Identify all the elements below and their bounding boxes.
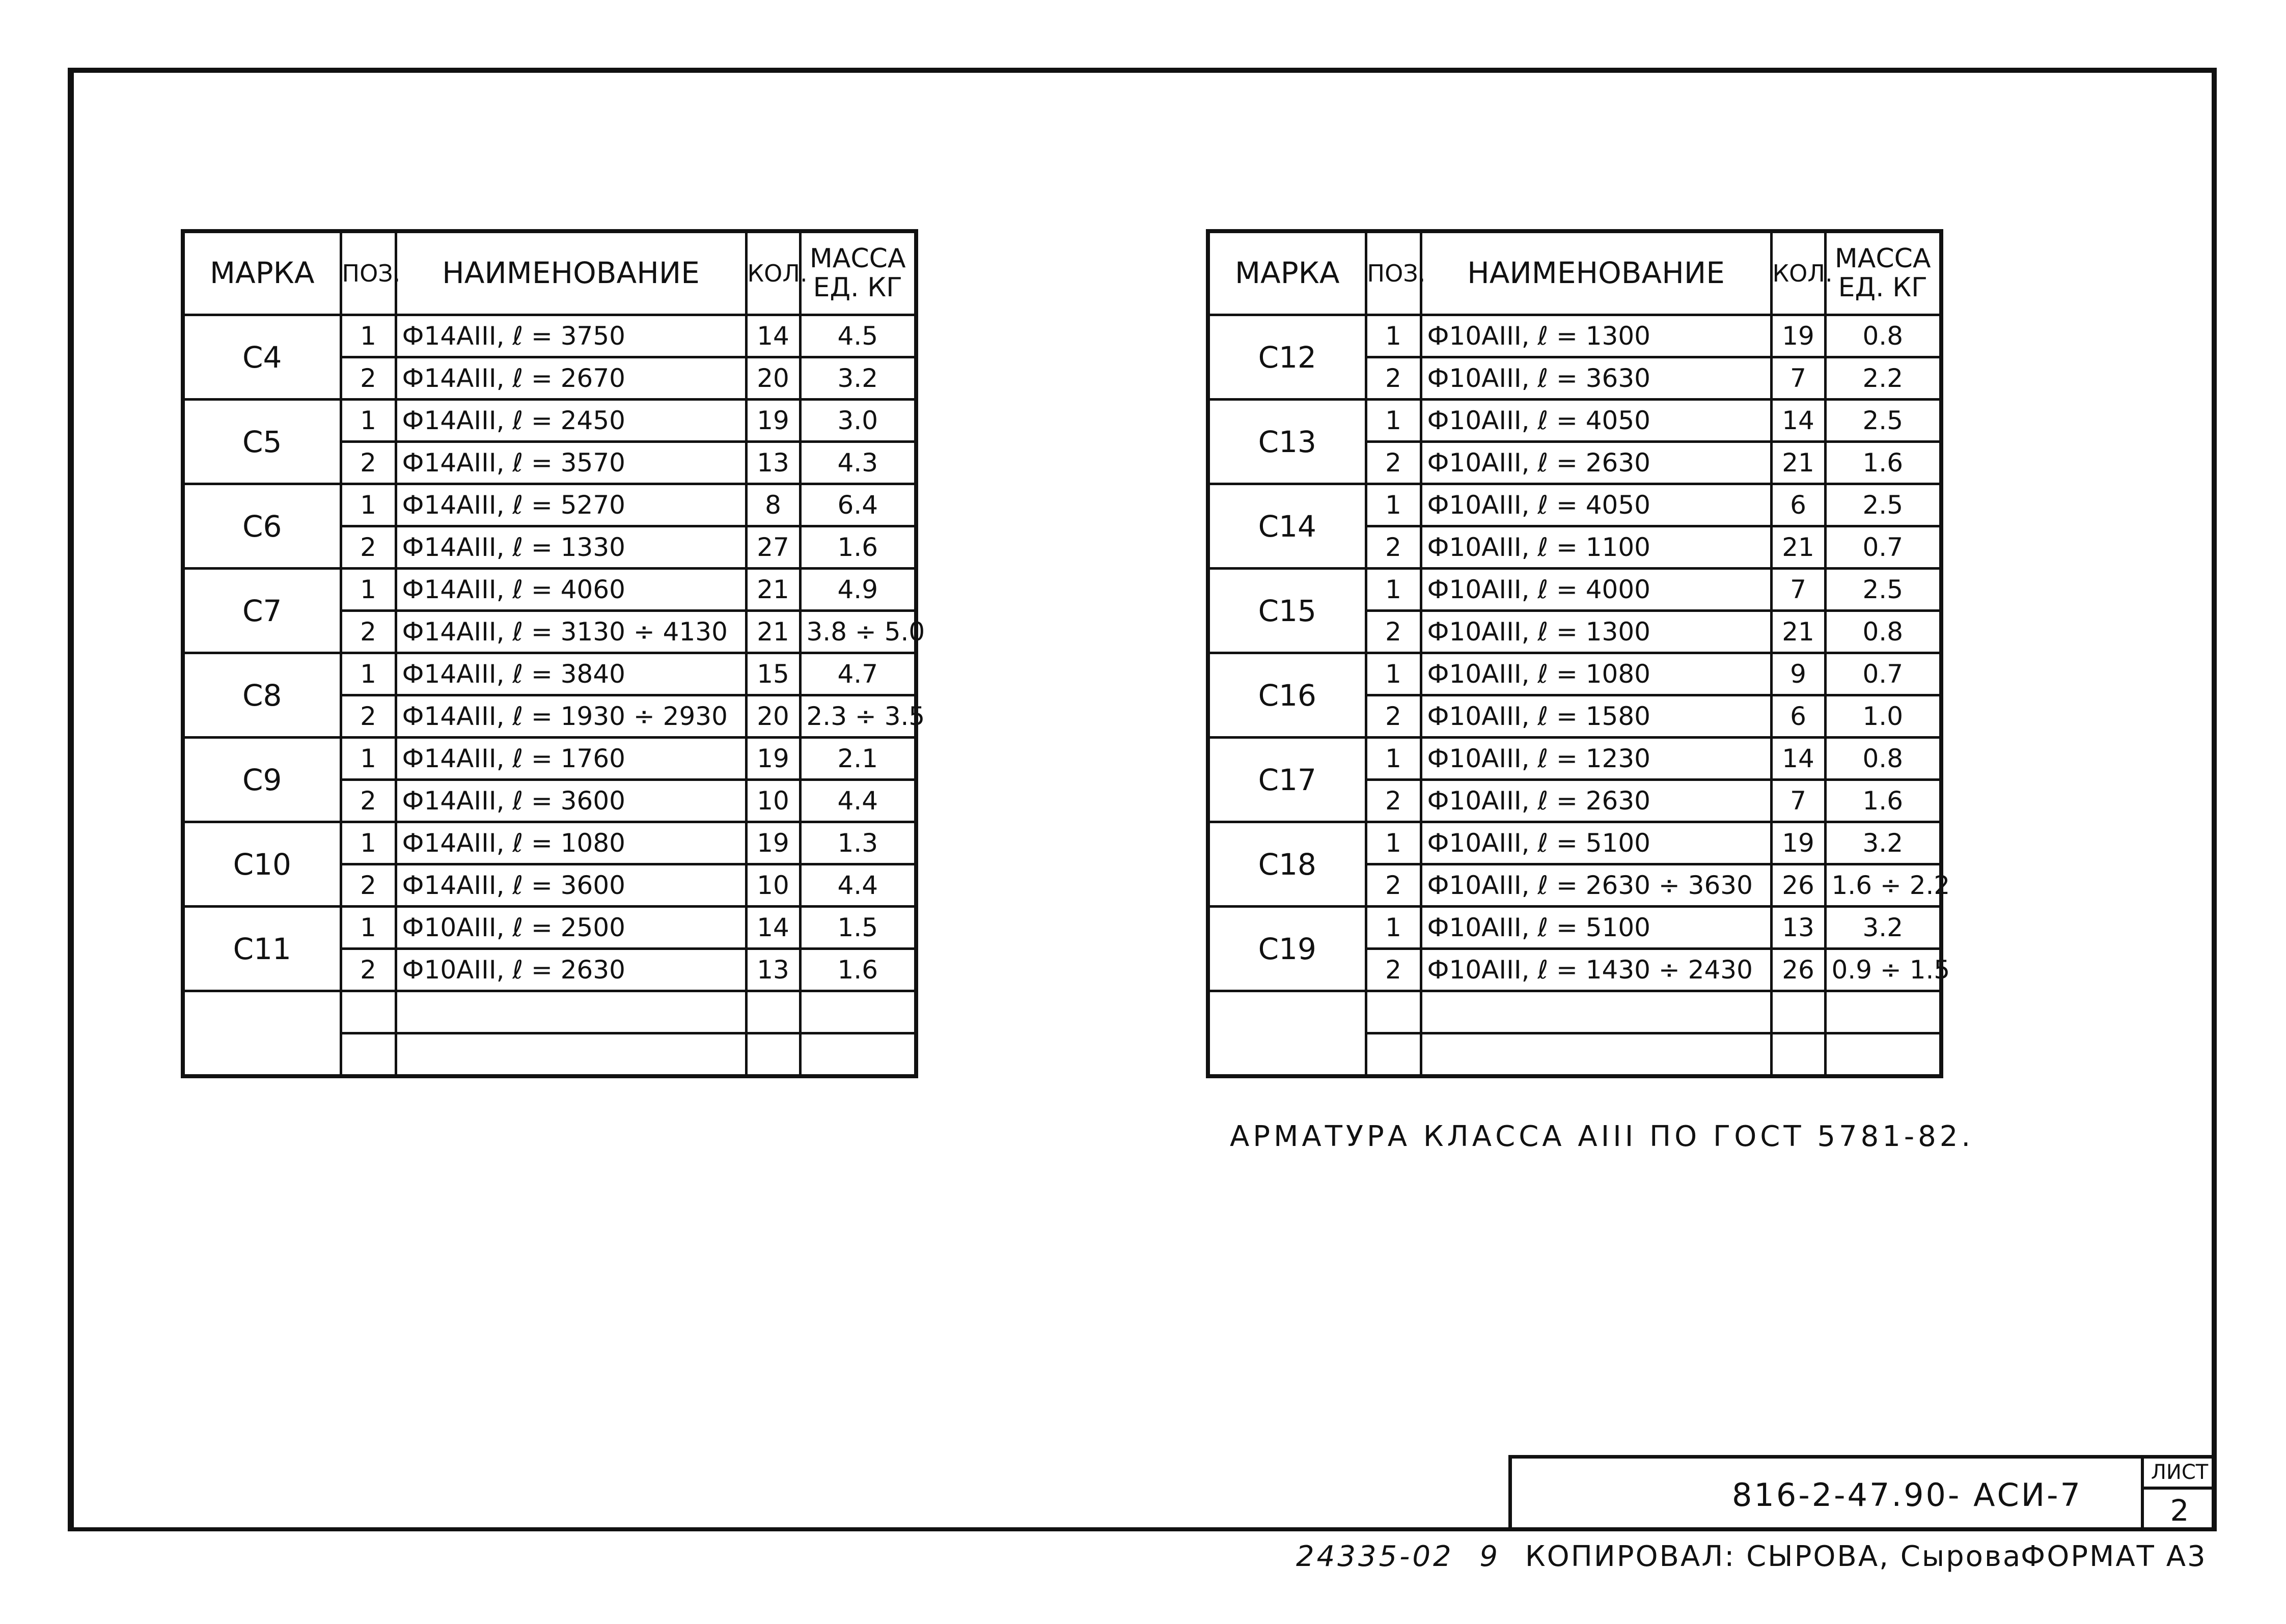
copied-by: КОПИРОВАЛ: СЫРОВА, Сырова xyxy=(1525,1540,2022,1573)
mass-cell: 3.2 xyxy=(800,357,916,400)
qty-cell: 8 xyxy=(746,484,800,526)
table-row xyxy=(183,315,916,357)
sheet-number: 2 xyxy=(2170,1493,2189,1528)
pos-cell: 1 xyxy=(1366,315,1421,357)
empty-mark-cell xyxy=(1208,991,1366,1077)
empty-pos-cell xyxy=(1366,1033,1421,1077)
qty-cell: 7 xyxy=(1771,780,1825,822)
empty-pos-cell xyxy=(1366,991,1421,1033)
qty-cell: 21 xyxy=(1771,526,1825,569)
mass-cell: 0.7 xyxy=(1825,526,1941,569)
table-row xyxy=(1208,484,1941,526)
table-row xyxy=(183,738,916,780)
mark-cell: С10 xyxy=(183,822,341,907)
empty-name-cell xyxy=(396,1033,746,1077)
qty-cell: 9 xyxy=(1771,653,1825,695)
qty-cell: 26 xyxy=(1771,864,1825,907)
qty-cell: 19 xyxy=(746,822,800,864)
mark-cell: С7 xyxy=(183,569,341,653)
pos-cell: 2 xyxy=(341,442,396,484)
pos-cell: 2 xyxy=(1366,864,1421,907)
name-cell: Ф10АIII, ℓ = 4000 xyxy=(1421,569,1771,611)
pos-cell: 1 xyxy=(1366,400,1421,442)
qty-cell: 10 xyxy=(746,780,800,822)
header-mark: МАРКА xyxy=(183,231,341,315)
name-cell: Ф10АIII, ℓ = 1580 xyxy=(1421,695,1771,738)
name-cell: Ф14АIII, ℓ = 2670 xyxy=(396,357,746,400)
pos-cell: 2 xyxy=(341,526,396,569)
qty-cell: 21 xyxy=(746,611,800,653)
table-header-row xyxy=(1208,231,1941,315)
empty-mass-cell xyxy=(800,991,916,1033)
name-cell: Ф14АIII, ℓ = 5270 xyxy=(396,484,746,526)
qty-cell: 20 xyxy=(746,357,800,400)
table-row xyxy=(183,569,916,611)
mass-cell: 3.2 xyxy=(1825,907,1941,949)
empty-name-cell xyxy=(1421,1033,1771,1077)
mark-cell: С9 xyxy=(183,738,341,822)
pos-cell: 1 xyxy=(341,738,396,780)
qty-cell: 14 xyxy=(746,907,800,949)
name-cell: Ф10АIII, ℓ = 4050 xyxy=(1421,484,1771,526)
mass-cell: 0.9 ÷ 1.5 xyxy=(1825,949,1941,991)
mass-cell: 3.0 xyxy=(800,400,916,442)
spec-table-right-body xyxy=(1208,315,1950,1077)
pos-cell: 1 xyxy=(341,400,396,442)
name-cell: Ф14АIII, ℓ = 1080 xyxy=(396,822,746,864)
mass-cell: 0.8 xyxy=(1825,611,1941,653)
header-pos: ПОЗ. xyxy=(341,231,396,315)
mark-cell: С12 xyxy=(1208,315,1366,400)
mass-cell: 2.5 xyxy=(1825,569,1941,611)
empty-pos-cell xyxy=(341,1033,396,1077)
mass-cell: 1.5 xyxy=(800,907,916,949)
header-qty: КОЛ. xyxy=(1771,231,1825,315)
mass-cell: 1.6 xyxy=(800,949,916,991)
mass-cell: 0.8 xyxy=(1825,315,1941,357)
pos-cell: 1 xyxy=(341,315,396,357)
name-cell: Ф14АIII, ℓ = 3600 xyxy=(396,864,746,907)
qty-cell: 14 xyxy=(746,315,800,357)
pos-cell: 1 xyxy=(341,822,396,864)
mark-cell: С17 xyxy=(1208,738,1366,822)
mass-cell: 1.3 xyxy=(800,822,916,864)
table-row xyxy=(1208,738,1941,780)
empty-name-cell xyxy=(396,991,746,1033)
mass-cell: 4.5 xyxy=(800,315,916,357)
empty-row xyxy=(183,991,916,1033)
name-cell: Ф10АIII, ℓ = 1300 xyxy=(1421,315,1771,357)
header-mass: МАССА ЕД. КГ xyxy=(800,231,916,315)
empty-mass-cell xyxy=(800,1033,916,1077)
pos-cell: 2 xyxy=(341,949,396,991)
pos-cell: 1 xyxy=(341,569,396,611)
table-row xyxy=(1208,653,1941,695)
mass-cell: 0.7 xyxy=(1825,653,1941,695)
qty-cell: 27 xyxy=(746,526,800,569)
pos-cell: 2 xyxy=(1366,442,1421,484)
qty-cell: 19 xyxy=(1771,315,1825,357)
pos-cell: 1 xyxy=(1366,653,1421,695)
table-header-row xyxy=(183,231,916,315)
qty-cell: 21 xyxy=(1771,442,1825,484)
table-row xyxy=(1208,822,1941,864)
mass-cell: 2.3 ÷ 3.5 xyxy=(800,695,916,738)
pos-cell: 2 xyxy=(1366,949,1421,991)
document-number: 24335-02 xyxy=(1296,1540,1454,1573)
pos-cell: 2 xyxy=(341,357,396,400)
mass-cell: 3.8 ÷ 5.0 xyxy=(800,611,916,653)
empty-mark-cell xyxy=(183,991,341,1077)
qty-cell: 6 xyxy=(1771,484,1825,526)
name-cell: Ф14АIII, ℓ = 1930 ÷ 2930 xyxy=(396,695,746,738)
mark-cell: С15 xyxy=(1208,569,1366,653)
mark-cell: С16 xyxy=(1208,653,1366,738)
sheet-label: ЛИСТ xyxy=(2144,1459,2215,1490)
steel-class-note: АРМАТУРА КЛАССА АIII ПО ГОСТ 5781-82. xyxy=(1230,1120,1974,1153)
table-row xyxy=(183,400,916,442)
table-row xyxy=(183,653,916,695)
spec-table-right xyxy=(1206,229,1950,1078)
pos-cell: 2 xyxy=(1366,611,1421,653)
mass-cell: 1.6 xyxy=(1825,780,1941,822)
empty-mass-cell xyxy=(1825,991,1941,1033)
mark-cell: С8 xyxy=(183,653,341,738)
qty-cell: 19 xyxy=(1771,822,1825,864)
mass-cell: 2.5 xyxy=(1825,484,1941,526)
name-cell: Ф14АIII, ℓ = 3600 xyxy=(396,780,746,822)
qty-cell: 19 xyxy=(746,400,800,442)
header-name: НАИМЕНОВАНИЕ xyxy=(1421,231,1771,315)
name-cell: Ф10АIII, ℓ = 5100 xyxy=(1421,907,1771,949)
mass-cell: 2.1 xyxy=(800,738,916,780)
header-name: НАИМЕНОВАНИЕ xyxy=(396,231,746,315)
pos-cell: 1 xyxy=(1366,484,1421,526)
mark-cell: С13 xyxy=(1208,400,1366,484)
mass-cell: 1.6 xyxy=(1825,442,1941,484)
name-cell: Ф10АIII, ℓ = 2630 ÷ 3630 xyxy=(1421,864,1771,907)
name-cell: Ф10АIII, ℓ = 2630 xyxy=(1421,780,1771,822)
name-cell: Ф10АIII, ℓ = 2500 xyxy=(396,907,746,949)
pos-cell: 1 xyxy=(1366,907,1421,949)
qty-cell: 10 xyxy=(746,864,800,907)
qty-cell: 14 xyxy=(1771,400,1825,442)
empty-qty-cell xyxy=(746,991,800,1033)
mark-cell: С6 xyxy=(183,484,341,569)
pos-cell: 2 xyxy=(341,611,396,653)
mass-cell: 4.4 xyxy=(800,780,916,822)
name-cell: Ф10АIII, ℓ = 5100 xyxy=(1421,822,1771,864)
mass-cell: 4.9 xyxy=(800,569,916,611)
spec-table-left-body xyxy=(183,315,925,1077)
header-mass: МАССА ЕД. КГ xyxy=(1825,231,1941,315)
empty-name-cell xyxy=(1421,991,1771,1033)
name-cell: Ф10АIII, ℓ = 1100 xyxy=(1421,526,1771,569)
empty-qty-cell xyxy=(1771,1033,1825,1077)
name-cell: Ф14АIII, ℓ = 1330 xyxy=(396,526,746,569)
empty-row xyxy=(1208,991,1941,1033)
mass-cell: 1.6 xyxy=(800,526,916,569)
table-row xyxy=(1208,315,1941,357)
name-cell: Ф10АIII, ℓ = 1430 ÷ 2430 xyxy=(1421,949,1771,991)
name-cell: Ф14АIII, ℓ = 3130 ÷ 4130 xyxy=(396,611,746,653)
qty-cell: 26 xyxy=(1771,949,1825,991)
header-qty: КОЛ. xyxy=(746,231,800,315)
mark-cell: С4 xyxy=(183,315,341,400)
pos-cell: 2 xyxy=(341,864,396,907)
sheet-format: ФОРМАТ А3 xyxy=(2021,1540,2207,1573)
name-cell: Ф14АIII, ℓ = 3840 xyxy=(396,653,746,695)
empty-qty-cell xyxy=(746,1033,800,1077)
qty-cell: 7 xyxy=(1771,357,1825,400)
table-row xyxy=(1208,569,1941,611)
pos-cell: 1 xyxy=(1366,738,1421,780)
mark-cell: С5 xyxy=(183,400,341,484)
table-row xyxy=(183,907,916,949)
name-cell: Ф10АIII, ℓ = 2630 xyxy=(1421,442,1771,484)
qty-cell: 15 xyxy=(746,653,800,695)
empty-pos-cell xyxy=(341,991,396,1033)
qty-cell: 13 xyxy=(746,442,800,484)
qty-cell: 13 xyxy=(1771,907,1825,949)
empty-qty-cell xyxy=(1771,991,1825,1033)
qty-cell: 19 xyxy=(746,738,800,780)
mark-cell: С18 xyxy=(1208,822,1366,907)
mass-cell: 2.5 xyxy=(1825,400,1941,442)
name-cell: Ф14АIII, ℓ = 3570 xyxy=(396,442,746,484)
qty-cell: 20 xyxy=(746,695,800,738)
header-mark: МАРКА xyxy=(1208,231,1366,315)
spec-table-left xyxy=(181,229,925,1078)
table-row xyxy=(183,822,916,864)
table-row xyxy=(1208,907,1941,949)
qty-cell: 7 xyxy=(1771,569,1825,611)
name-cell: Ф14АIII, ℓ = 4060 xyxy=(396,569,746,611)
name-cell: Ф14АIII, ℓ = 3750 xyxy=(396,315,746,357)
name-cell: Ф10АIII, ℓ = 1300 xyxy=(1421,611,1771,653)
empty-mass-cell xyxy=(1825,1033,1941,1077)
sheet-box xyxy=(2141,1459,2215,1531)
qty-cell: 14 xyxy=(1771,738,1825,780)
title-block xyxy=(1508,1455,2217,1531)
mark-cell: С19 xyxy=(1208,907,1366,991)
table-row xyxy=(183,484,916,526)
footer-copy-info xyxy=(1296,1540,2022,1573)
name-cell: Ф10АIII, ℓ = 1080 xyxy=(1421,653,1771,695)
mass-cell: 4.3 xyxy=(800,442,916,484)
name-cell: Ф10АIII, ℓ = 2630 xyxy=(396,949,746,991)
name-cell: Ф10АIII, ℓ = 4050 xyxy=(1421,400,1771,442)
pos-cell: 1 xyxy=(1366,569,1421,611)
table-row xyxy=(1208,400,1941,442)
pos-cell: 2 xyxy=(1366,695,1421,738)
pos-cell: 1 xyxy=(1366,822,1421,864)
name-cell: Ф10АIII, ℓ = 3630 xyxy=(1421,357,1771,400)
qty-cell: 21 xyxy=(746,569,800,611)
mass-cell: 6.4 xyxy=(800,484,916,526)
pos-cell: 2 xyxy=(341,695,396,738)
mark-cell: С14 xyxy=(1208,484,1366,569)
pos-cell: 1 xyxy=(341,653,396,695)
name-cell: Ф14АIII, ℓ = 1760 xyxy=(396,738,746,780)
name-cell: Ф14АIII, ℓ = 2450 xyxy=(396,400,746,442)
header-pos: ПОЗ. xyxy=(1366,231,1421,315)
mass-cell: 1.6 ÷ 2.2 xyxy=(1825,864,1941,907)
mass-cell: 2.2 xyxy=(1825,357,1941,400)
copy-number: 9 xyxy=(1479,1540,1500,1573)
mass-cell: 1.0 xyxy=(1825,695,1941,738)
mass-cell: 3.2 xyxy=(1825,822,1941,864)
pos-cell: 2 xyxy=(1366,357,1421,400)
qty-cell: 6 xyxy=(1771,695,1825,738)
mass-cell: 0.8 xyxy=(1825,738,1941,780)
mass-cell: 4.4 xyxy=(800,864,916,907)
mark-cell: С11 xyxy=(183,907,341,991)
pos-cell: 1 xyxy=(341,907,396,949)
drawing-code: 816-2-47.90- АСИ-7 xyxy=(1731,1476,2082,1514)
pos-cell: 2 xyxy=(1366,526,1421,569)
qty-cell: 21 xyxy=(1771,611,1825,653)
pos-cell: 2 xyxy=(341,780,396,822)
qty-cell: 13 xyxy=(746,949,800,991)
pos-cell: 2 xyxy=(1366,780,1421,822)
mass-cell: 4.7 xyxy=(800,653,916,695)
name-cell: Ф10АIII, ℓ = 1230 xyxy=(1421,738,1771,780)
pos-cell: 1 xyxy=(341,484,396,526)
